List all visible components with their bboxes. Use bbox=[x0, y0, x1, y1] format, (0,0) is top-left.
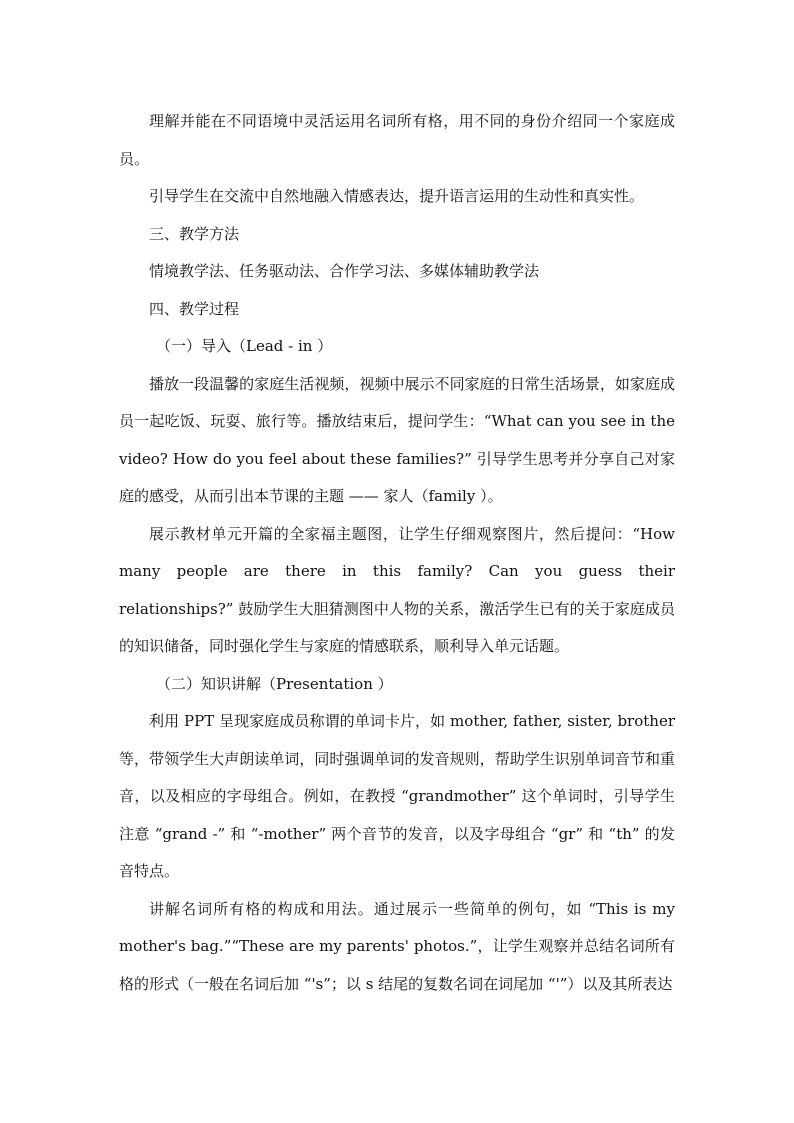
lead-in-paragraph-video: 播放一段温馨的家庭生活视频，视频中展示不同家庭的日常生活场景，如家庭成员一起吃饭、玩耍、旅行等。播放结束后，提问学生：“What can you see in the video? How do you feel about these families?” 引导学生思考并分享自己对家庭的感受，从而引出本节课的主题 —— 家人（family ）。 bbox=[119, 374, 675, 505]
presentation-paragraph-possessive: 讲解名词所有格的构成和用法。通过展示一些简单的例句，如 “This is my mother's bag.”“These are my parents' photos.”，让学生观察并总结名词所有格的形式（一般在名词后加 “'s”；以 s 结尾的复数名词在词尾加 “'”）以及其所表达 bbox=[119, 899, 675, 993]
section-heading-teaching-process: 四、教学过程 bbox=[149, 299, 240, 318]
presentation-paragraph-vocabulary: 利用 PPT 呈现家庭成员称谓的单词卡片，如 mother, father, sister, brother 等，带领学生大声朗读单词，同时强调单词的发音规则，帮助学生识别单词音节和重音，以及相应的字母组合。例如，在教授 “grandmother” 这个单词时，引导学生注意 “grand -” 和 “-mother” 两个音节的发音，以及字母组合 “gr” 和 “th” 的发音特点。 bbox=[119, 712, 675, 880]
objective-paragraph: 理解并能在不同语境中灵活运用名词所有格，用不同的身份介绍同一个家庭成员。 bbox=[119, 112, 675, 168]
teaching-methods-paragraph: 情境教学法、任务驱动法、合作学习法、多媒体辅助教学法 bbox=[149, 262, 540, 280]
subheading-presentation: （二）知识讲解（Presentation ） bbox=[156, 674, 393, 693]
subheading-lead-in: （一）导入（Lead - in ） bbox=[156, 337, 333, 355]
lead-in-paragraph-picture: 展示教材单元开篇的全家福主题图，让学生仔细观察图片，然后提问：“How many people are there in this family? Can you guess their relationships?” 鼓励学生大胆猜测图中人物的关系，激活学生已有的关于家庭成员的知识储备，同时强化学生与家庭的情感联系，顺利导入单元话题。 bbox=[119, 524, 675, 655]
objective-paragraph: 引导学生在交流中自然地融入情感表达，提升语言运用的生动性和真实性。 bbox=[149, 187, 645, 205]
page-body bbox=[119, 103, 675, 1003]
section-heading-teaching-methods: 三、教学方法 bbox=[149, 224, 240, 243]
